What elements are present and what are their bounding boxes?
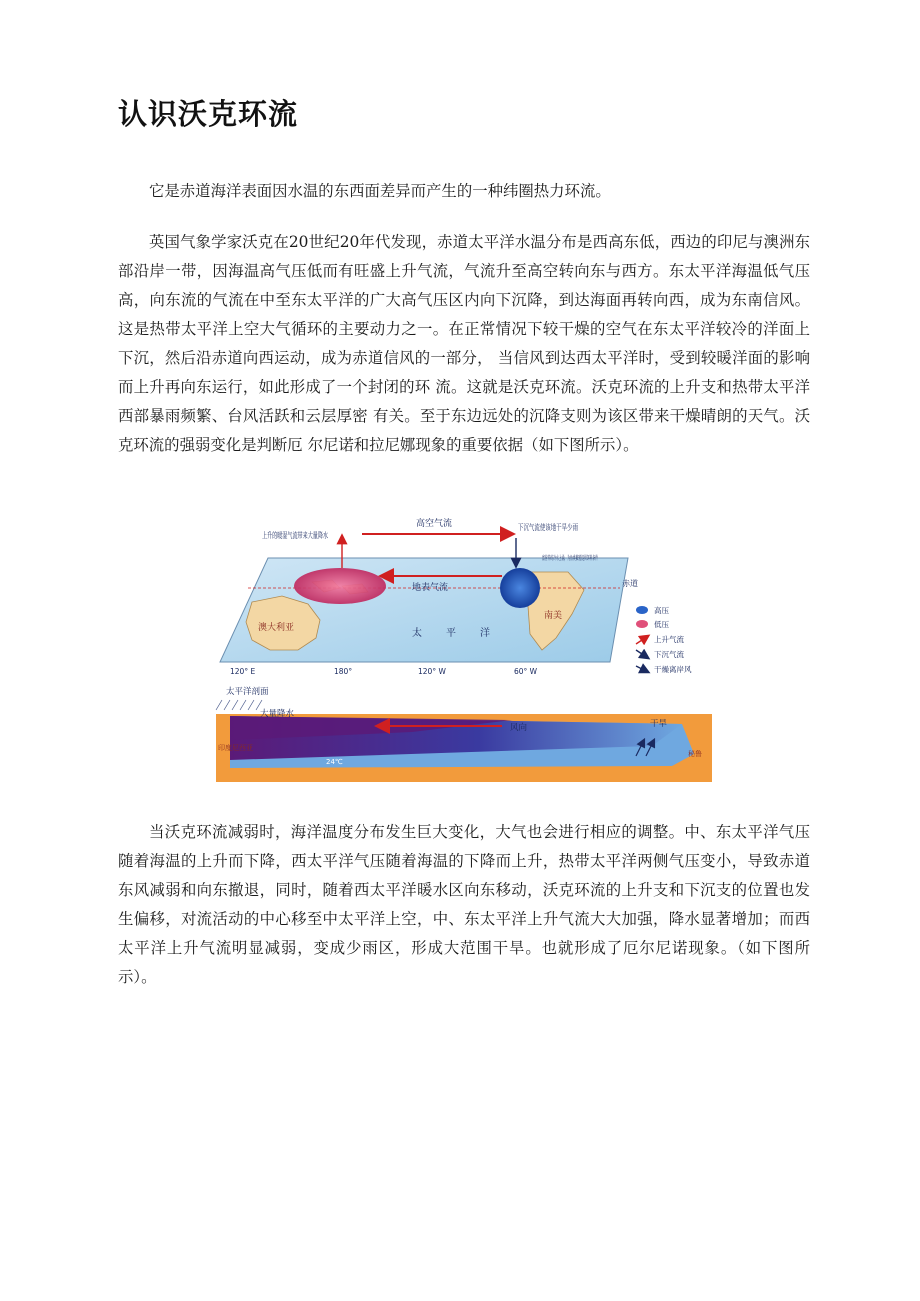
upwelling-note: [542, 554, 598, 562]
upper-air-flow-label: 高空气流: [416, 519, 453, 529]
longitude-120w: 120° W: [418, 667, 446, 676]
paragraph-walker-discovery: 英国气象学家沃克在20世纪20年代发现，赤道太平洋水温分布是西高东低，西边的印尼与澳洲东部沿岸一带，因海温高气压低而有旺盛上升气流，气流升至高空转向东与西方。东太平洋海温低气压高，向东流的气流在中至东太平洋的广大高气压区内向下沉降，到达海面再转向西，成为东南信风。这是热带太平洋上空大气循环的主要动力之一。在正常情况下较干燥的空气在东太平洋较冷的洋面上下沉，然后沿赤道向西运动，成为赤道信风的一部分， 当信风到达西太平洋时，受到较暖洋面的影响而上升再向东运行，如此形成了一个封闭的环 流。这就是沃克环流。沃克环流的上升支和热带太平洋西部暴雨频繁、台风活跃和云层厚密 有关。至于东边远处的沉降支则为该区带来干燥晴朗的天气。沃克环流的强弱变化是判断厄 尔尼诺和拉尼娜现象的重要依据（如下图所示）。: [118, 233, 810, 454]
longitude-60w: 60° W: [514, 667, 538, 676]
sinking-air-note: 下沉气流使该地干旱少雨: [518, 523, 606, 532]
pacific-cross-section: [216, 686, 712, 782]
rising-air-note: 上升的暖湿气流带来大量降水: [262, 531, 366, 540]
temperature-24-label: 24℃: [326, 758, 343, 766]
south-america-label: 南美: [544, 611, 563, 621]
indonesia-waters-label: 印度尼西亚: [218, 744, 253, 752]
longitude-120e: 120° E: [230, 667, 256, 676]
legend-rising-air: 上升气流: [654, 635, 684, 644]
heavy-rain-label: 大量降水: [260, 709, 295, 719]
paragraph-intro: 它是赤道海洋表面因水温的东西面差异而产生的一种纬圈热力环流。: [149, 182, 611, 200]
high-pressure-cell: [500, 568, 540, 608]
low-pressure-cell: [294, 568, 386, 604]
wind-direction-label: 风向: [510, 723, 528, 733]
australia-label: 澳大利亚: [258, 623, 295, 633]
longitude-180: 180°: [334, 667, 353, 676]
legend-dry-offshore-wind: 干燥离岸风: [654, 665, 692, 674]
walker-circulation-diagram: [212, 510, 718, 786]
surface-flow-label: 地表气流: [412, 583, 449, 593]
legend-low-pressure: 低压: [654, 620, 669, 629]
equator-label: 赤道: [622, 579, 638, 588]
peru-waters-label: 秘鲁: [688, 750, 702, 758]
page-title: 认识沃克环流: [118, 97, 299, 131]
legend: [636, 605, 692, 674]
paragraph-walker-weakening: 当沃克环流减弱时，海洋温度分布发生巨大变化，大气也会进行相应的调整。中、东太平洋气压随着海温的上升而下降，西太平洋气压随着海温的下降而上升，热带太平洋两侧气压变小，导致赤道东风减弱和向东撤退，同时，随着西太平洋暖水区向东移动，沃克环流的上升支和下沉支的位置也发生偏移，对流活动的中心移至中太平洋上空，中、东太平洋上升气流大大加强，降水显著增加；而西太平洋上升气流明显减弱，变成少雨区，形成大范围干旱。也就形成了厄尔尼诺现象。（如下图所示）。: [118, 823, 810, 986]
walker-circulation-figure: [212, 510, 718, 786]
ocean-map-panel: [220, 517, 638, 676]
legend-high-pressure: 高压: [654, 606, 669, 615]
drought-label: 干旱: [650, 719, 668, 729]
legend-sinking-air: 下沉气流: [654, 650, 684, 659]
section-title: 太平洋剖面: [226, 687, 269, 697]
pacific-label: 太平洋: [412, 628, 514, 639]
